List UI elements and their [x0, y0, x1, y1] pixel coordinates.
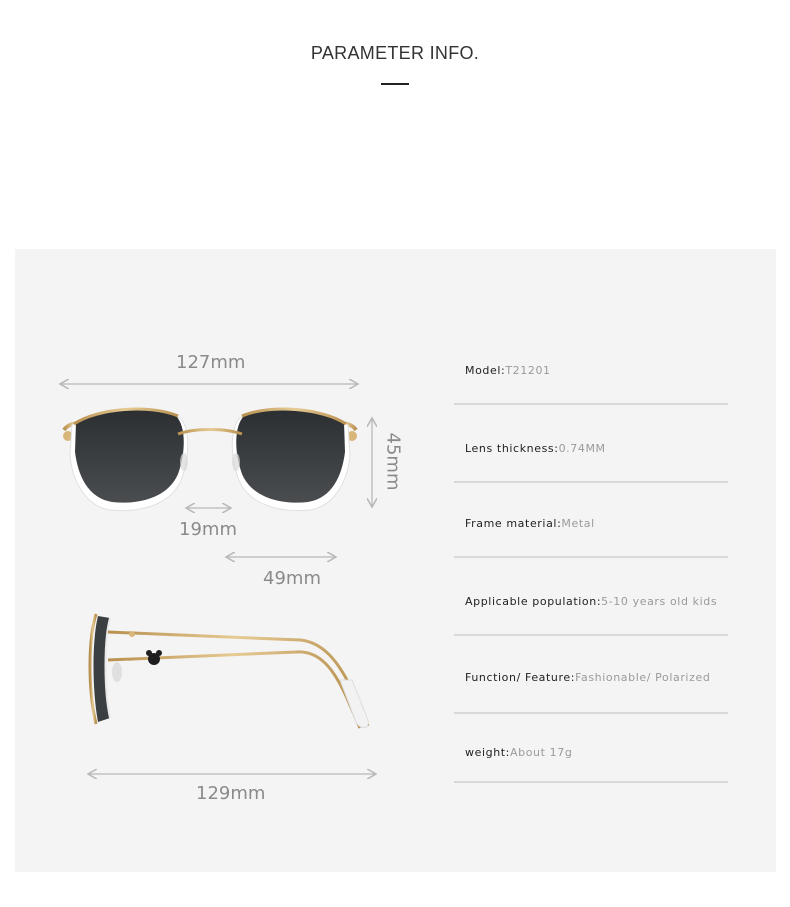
spec-model — [465, 364, 551, 377]
side-view-glasses — [90, 614, 368, 728]
spec-value: Fashionable/ Polarized — [575, 671, 711, 684]
spec-label: Frame material: — [465, 517, 562, 530]
spec-lens-thickness — [465, 442, 606, 455]
page-title: PARAMETER INFO. — [310, 43, 480, 63]
spec-value: About 17g — [510, 746, 573, 759]
bridge-label: 19mm — [179, 519, 237, 540]
height-label: 45mm — [382, 432, 404, 491]
spec-value: Metal — [561, 517, 595, 530]
spec-frame-material — [465, 517, 595, 530]
spec-divider — [454, 781, 728, 783]
spec-divider — [454, 556, 728, 558]
spec-divider — [454, 712, 728, 714]
total-width-label: 127mm — [176, 352, 246, 373]
spec-label: Function/ Feature: — [465, 671, 576, 684]
spec-label: Model: — [465, 364, 506, 377]
spec-label: Applicable population: — [465, 595, 602, 608]
front-view-glasses — [63, 409, 357, 511]
spec-label: Lens thickness: — [465, 442, 559, 455]
spec-value: 0.74MM — [558, 442, 606, 455]
spec-divider — [454, 403, 728, 405]
spec-divider — [454, 634, 728, 636]
spec-label: weight: — [465, 746, 510, 759]
lens-width-label: 49mm — [263, 568, 321, 589]
spec-value: T21201 — [505, 364, 551, 377]
spec-value: 5-10 years old kids — [601, 595, 718, 608]
temple-length-label: 129mm — [196, 783, 266, 804]
spec-weight — [465, 746, 572, 759]
spec-applicable-population — [465, 595, 717, 608]
spec-function-feature — [465, 671, 710, 684]
spec-divider — [454, 481, 728, 483]
